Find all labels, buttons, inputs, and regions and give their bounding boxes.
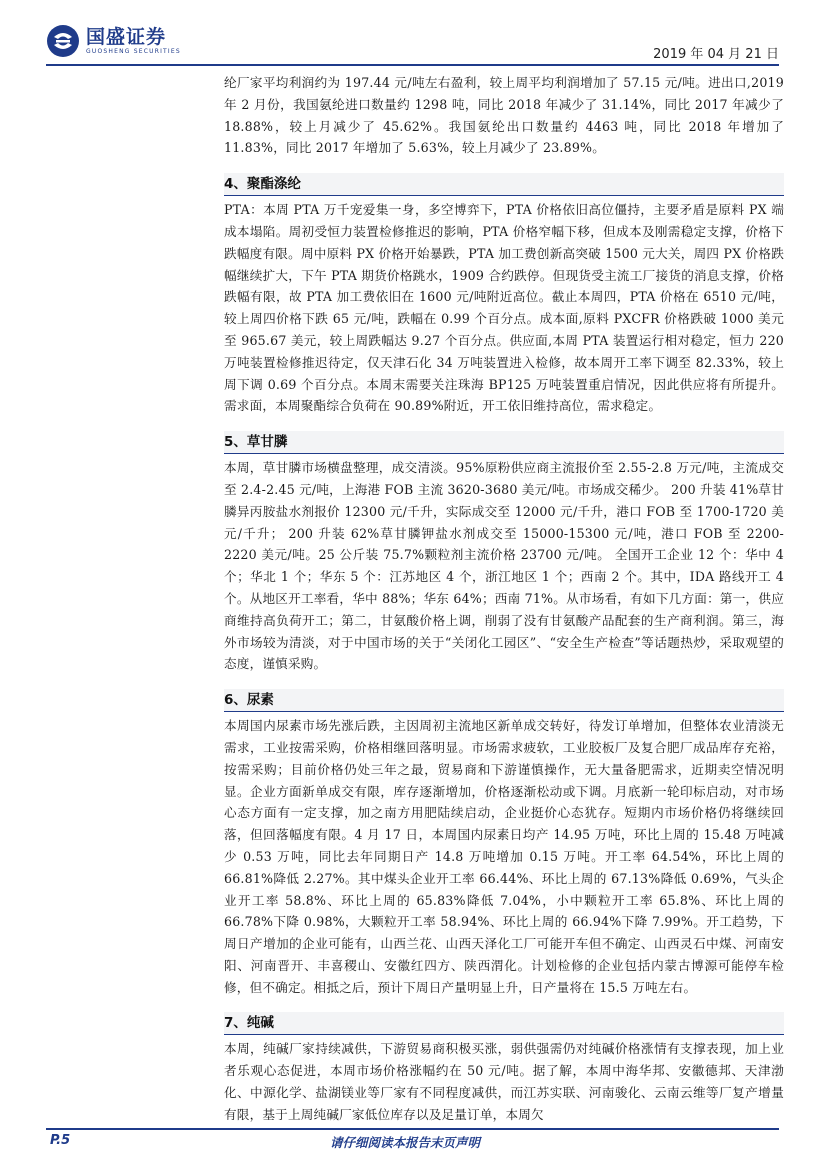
section-paragraph: 本周国内尿素市场先涨后跌，主因周初主流地区新单成交转好，待发订单增加，但整体农业清淡无需求，工业按需采购，价格相继回落明显。市场需求疲软，工业胶板厂及复合肥厂成品库存充裕，按需采购；目前价格仍处三年之最，贸易商和下游谨慎操作，无大量备肥需求，近期卖空情况明显。企业方面新单成交有限，库存逐渐增加，价格逐渐松动或下调。月底新一轮印标启动，对市场心态方面有一定支撑，加之南方用肥陆续启动，企业挺价心态犹存。短期内市场价格仍将继续回落，但回落幅度有限。4 月 17 日，本周国内尿素日均产 14.95 万吨，环比上周的 15.48 万吨减少 0.53 万吨，同比去年同期日产 14.8 万吨增加 0.15 万吨。开工率 64.54%，环比上周的 66.81%降低 2.27%。其中煤头企业开工率 66.44%、环比上周的 67.13%降低 0.69%，气头企业开工率 58.8%、环比上周的 65.83%降低 7.04%，小中颗粒开工率 65.8%、环比上周的 66.78%下降 0.98%，大颗粒开工率 58.94%、环比上周的 66.94%下降 7.99%。开工趋势，下周日产增加的企业可能有，山西兰花、山西天泽化工厂可能开车但不确定、山西灵石中煤、河南安阳、河南晋开、丰喜稷山、安徽红四方、陕西渭化。计划检修的企业包括内蒙古博源可能停车检修，但不确定。相抵之后，预计下周日产量明显上升，日产量将在 15.5 万吨左右。 <box>224 718 784 995</box>
section-glyphosate <box>224 431 784 675</box>
header-rule <box>46 64 779 66</box>
section-paragraph: 本周，纯碱厂家持续减供，下游贸易商积极买涨，弱供强需仍对纯碱价格涨情有支撑表现，加上业者乐观心态促进，本周市场价格涨幅约在 50 元/吨。据了解，本周中海华邦、安徽德邦、天津渤化、中源化学、盐湖镁业等厂家有不同程度减供，而江苏实联、河南骏化、云南云维等厂复产增量有限，基于上周纯碱厂家低位库存以及足量订单，本周欠 <box>224 1041 784 1122</box>
company-name-cn: 国盛证券 <box>86 26 167 48</box>
logo-icon <box>46 24 80 58</box>
company-name-en: GUOSHENG SECURITIES <box>86 48 181 55</box>
footer-rule <box>46 1128 779 1130</box>
page-number: P.5 <box>50 1133 71 1148</box>
report-body <box>224 72 784 1126</box>
page-header <box>0 0 827 70</box>
section-polyester <box>224 173 784 417</box>
section-soda-ash <box>224 1012 784 1125</box>
section-paragraph: PTA：本周 PTA 万千宠爱集一身，多空博弈下，PTA 价格依旧高位僵持，主要矛盾是原料 PX 端成本塌陷。周初受恒力装置检修推迟的影响，PTA 价格窄幅下移，但成本及刚需稳定支撑，价格下跌幅度有限。周中原料 PX 价格开始暴跌，PTA 加工费创新高突破 1500 元大关，周四 PX 价格跌幅继续扩大，下午 PTA 期货价格跳水，1909 合约跌停。但现货受主流工厂接货的消息支撑，价格跌幅有限，故 PTA 加工费依旧在 1600 元/吨附近高位。截止本周四，PTA 价格在 6510 元/吨，较上周四价格下跌 65 元/吨，跌幅在 0.99 个百分点。成本面,原料 PXCFR 价格跌破 1000 美元至 965.67 美元，较上周跌幅达 9.27 个百分点。供应面,本周 PTA 装置运行相对稳定，恒力 220 万吨装置检修推迟待定，仅天津石化 34 万吨装置进入检修，故本周开工率下调至 82.33%，较上周下调 0.69 个百分点。本周末需要关注珠海 BP125 万吨装置重启情况，因此供应将有所提升。需求面，本周聚酯综合负荷在 90.89%附近，开工依旧维持高位，需求稳定。 <box>224 202 784 414</box>
intro-paragraph: 纶厂家平均利润约为 197.44 元/吨左右盈利，较上周平均利润增加了 57.15 元/吨。进出口,2019 年 2 月份，我国氨纶进口数量约 1298 吨，同比 2018 年减少了 31.14%，同比 2017 年减少了 18.88%，较上月减少了 45.62%。我国氨纶出口数量约 4463 吨，同比 2018 年增加了 11.83%，同比 2017 年增加了 5.63%，较上月减少了 23.89%。 <box>224 75 784 156</box>
company-logo <box>46 24 181 58</box>
section-urea <box>224 689 784 998</box>
section-title: 4、聚酯涤纶 <box>224 173 784 196</box>
section-title: 5、草甘膦 <box>224 431 784 454</box>
section-paragraph: 本周，草甘膦市场横盘整理，成交清淡。95%原粉供应商主流报价至 2.55-2.8 万元/吨，主流成交至 2.4-2.45 元/吨，上海港 FOB 主流 3620-3680 美元/吨。市场成交稀少。 200 升装 41%草甘膦异丙胺盐水剂报价 12300 元/千升，实际成交至 12000 元/千升，港口 FOB 至 1700-1720 美元/千升； 200 升装 62%草甘膦钾盐水剂成交至 15000-15300 元/吨，港口 FOB 至 2200-2220 美元/吨。25 公斤装 75.7%颗粒剂主流价格 23700 元/吨。 全国开工企业 12 个：华中 4 个；华北 1 个；华东 5 个：江苏地区 4 个，浙江地区 1 个；西南 2 个。其中，IDA 路线开工 4 个。从地区开工率看，华中 88%；华东 64%；西南 71%。从市场看，有如下几方面：第一，供应商维持高负荷开工；第二，甘氨酸价格上调，削弱了没有甘氨酸产品配套的生产商利润。第三，海外市场较为清淡，对于中国市场的关于“关闭化工园区”、“安全生产检查”等话题热炒，采取观望的态度，谨慎采购。 <box>224 460 784 672</box>
report-date: 2019 年 04 月 21 日 <box>653 47 779 62</box>
section-title: 6、尿素 <box>224 689 784 712</box>
disclaimer-note: 请仔细阅读本报告末页声明 <box>330 1135 481 1150</box>
section-title: 7、纯碱 <box>224 1012 784 1035</box>
